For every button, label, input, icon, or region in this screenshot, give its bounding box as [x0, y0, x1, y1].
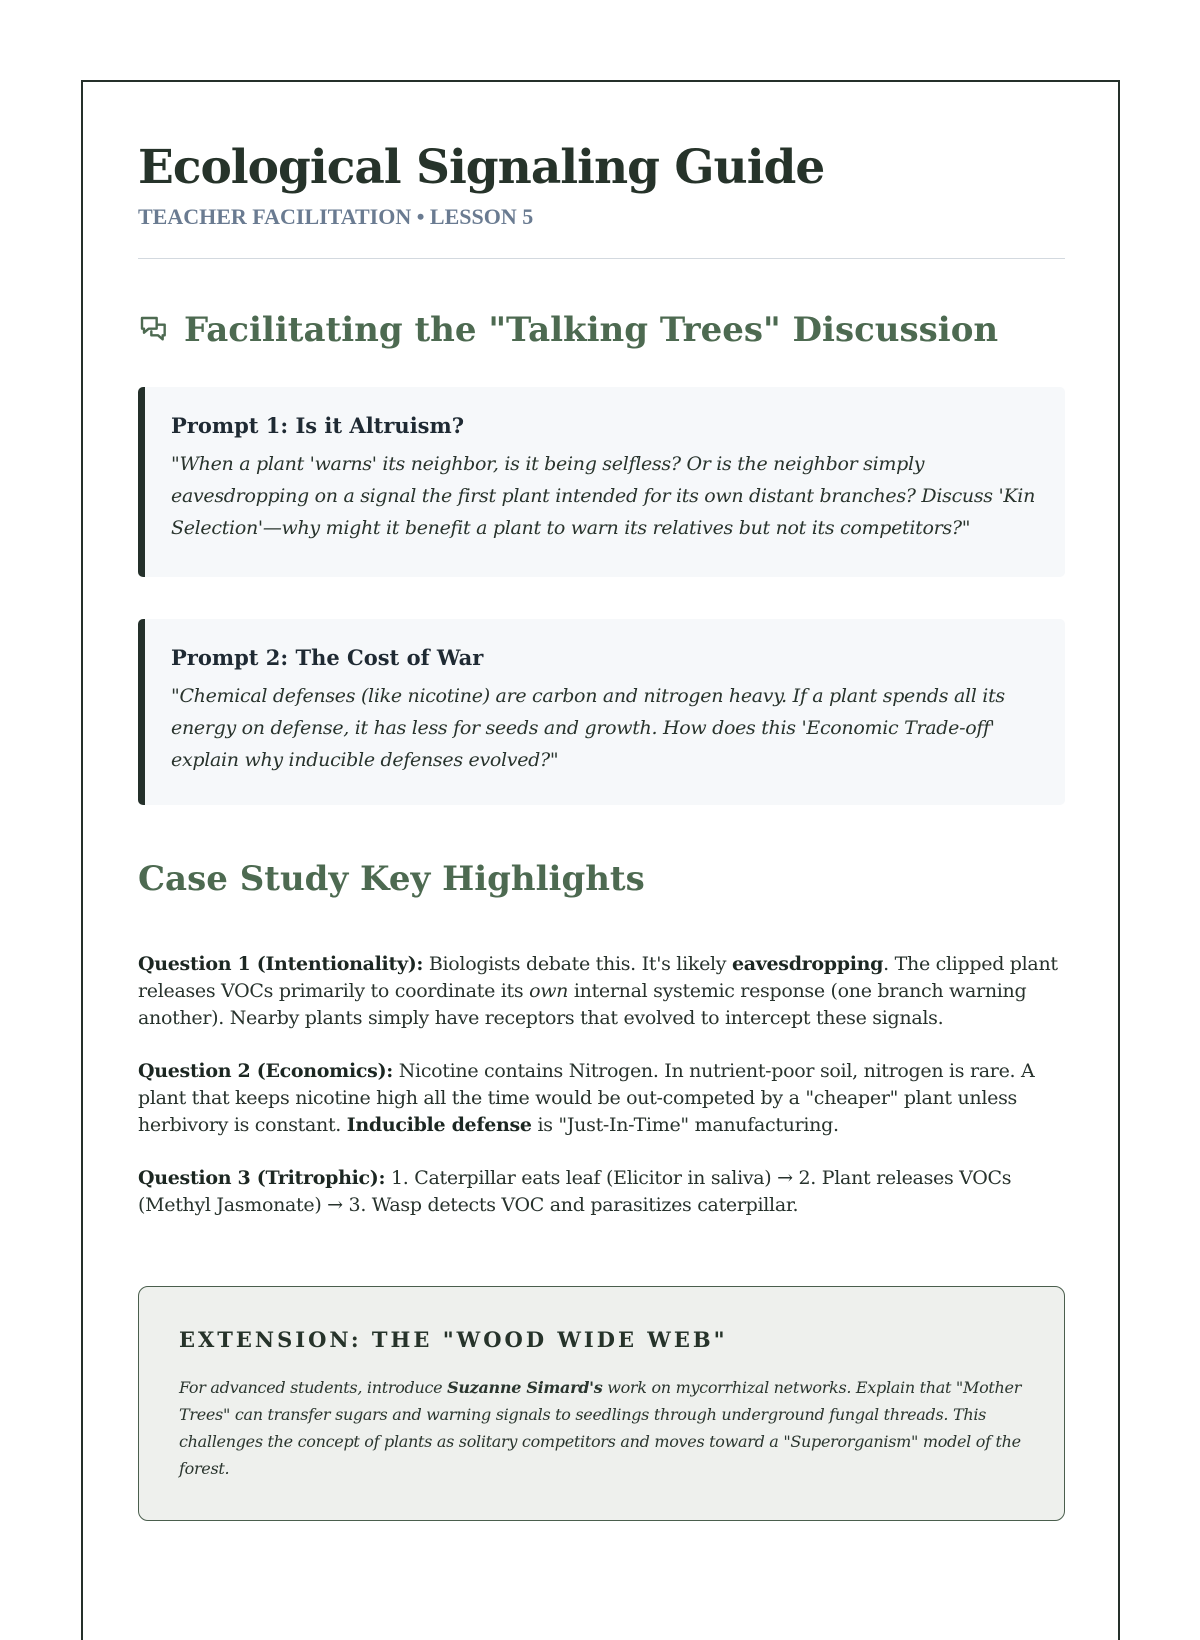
- prompt-title: Prompt 2: The Cost of War: [171, 645, 484, 670]
- header-divider: [138, 258, 1065, 259]
- answer-emphasis: Inducible defense: [346, 1114, 532, 1136]
- answer-emphasis: eavesdropping: [731, 953, 884, 975]
- highlight-question-3: [138, 1165, 1065, 1219]
- prompt-card-1: [138, 387, 1065, 577]
- prompt-card-2: [138, 619, 1065, 805]
- document-title: Ecological Signaling Guide: [138, 140, 825, 195]
- question-label: Question 2 (Economics):: [138, 1060, 393, 1082]
- answer-text: is "Just-In-Time" manufacturing.: [531, 1114, 839, 1136]
- answer-text: internal systemic response (one branch warning another). Nearby plants simply have receptors that evolved to intercept these signals.: [138, 980, 1027, 1029]
- chat-bubbles-icon: [138, 314, 170, 346]
- highlight-question-2: [138, 1058, 1065, 1139]
- prompt-text: "When a plant 'warns' its neighbor, is it being selfless? Or is the neighbor simply eavesdropping on a signal the first plant intended for its own distant branches? Discuss 'Kin Selection'—why might it benefit a plant to warn its relatives but not its competitors?": [171, 453, 1036, 539]
- answer-text: 1. Caterpillar eats leaf (Elicitor in saliva) → 2. Plant releases VOCs (Methyl Jasmonate) → 3. Wasp detects VOC and parasitizes caterpillar.: [138, 1167, 1012, 1216]
- highlight-question-1: [138, 951, 1065, 1032]
- discussion-heading-text: Facilitating the "Talking Trees" Discussion: [184, 310, 999, 350]
- document-subtitle: TEACHER FACILITATION • LESSON 5: [138, 204, 534, 229]
- answer-italic: own: [529, 980, 569, 1002]
- extension-text-part: work on mycorrhizal networks. Explain that "Mother Trees" can transfer sugars and warning signals to seedlings through underground fungal threads. This challenges the concept of plants as solitary competitors and moves toward a "Superorganism" model of the forest.: [179, 1378, 1022, 1478]
- extension-text-part: For advanced students, introduce: [179, 1378, 448, 1397]
- highlights-heading: [138, 859, 645, 899]
- prompt-title: Prompt 1: Is it Altruism?: [171, 413, 465, 438]
- question-label: Question 3 (Tritrophic):: [138, 1167, 386, 1189]
- answer-text: Biologists debate this. It's likely: [423, 953, 732, 975]
- question-label: Question 1 (Intentionality):: [138, 953, 424, 975]
- discussion-heading: [138, 310, 998, 350]
- extension-text: [179, 1374, 1024, 1482]
- highlights-heading-text: Case Study Key Highlights: [138, 859, 645, 899]
- prompt-text: "Chemical defenses (like nicotine) are carbon and nitrogen heavy. If a plant spends all its energy on defense, it has less for seeds and growth. How does this 'Economic Trade-off' explain why inducible defenses evolved?": [171, 685, 1005, 771]
- answer-text: . The clipped plant releases VOCs primarily to coordinate its: [138, 953, 1058, 1002]
- extension-emphasis: Suzanne Simard's: [447, 1378, 603, 1397]
- answer-text: Nicotine contains Nitrogen. In nutrient-poor soil, nitrogen is rare. A plant that keeps nicotine high all the time would be out-competed by a "cheaper" plant unless herbivory is constant.: [138, 1060, 1035, 1136]
- extension-box: [138, 1286, 1065, 1521]
- extension-title: EXTENSION: THE "WOOD WIDE WEB": [179, 1327, 728, 1352]
- document-page: [81, 80, 1120, 1640]
